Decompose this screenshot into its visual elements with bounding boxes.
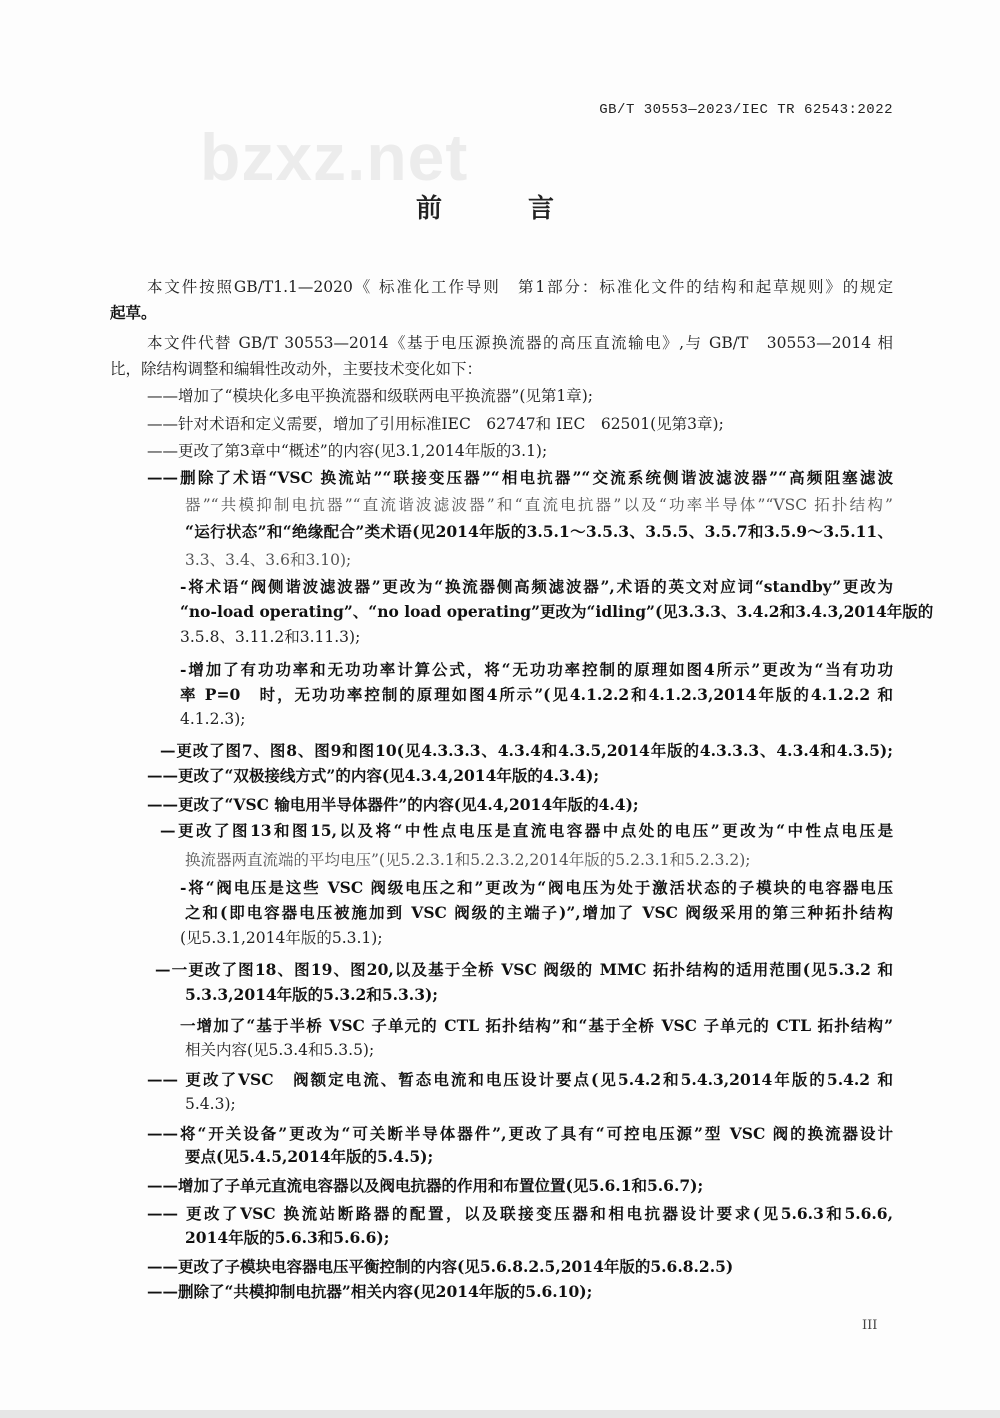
list-item-continuation: 5.4.3);	[185, 1095, 236, 1113]
page-title: 前 言	[415, 194, 584, 224]
list-item: -将“阀电压是这些 VSC 阀级电压之和”更改为“阀电压为处于激活状态的子模块的电容器电压	[180, 878, 893, 897]
list-item-continuation: 5.3.3,2014年版的5.3.2和5.3.3);	[185, 985, 439, 1004]
list-item: -将术语“阀侧谐波滤波器”更改为“换流器侧高频滤波器”,术语的英文对应词“standby”更改为	[180, 577, 893, 596]
paragraph-line: 起草。	[110, 303, 157, 322]
list-item-continuation: 率 P=0 时，无功功率控制的原理如图4所示”(见4.1.2.2和4.1.2.3,2014年版的4.1.2.2 和	[180, 685, 893, 704]
standard-number-header: GB/T 30553—2023/IEC TR 62543:2022	[599, 102, 893, 118]
list-item-continuation: 3.5.8、3.11.2和3.11.3);	[180, 628, 361, 646]
list-item-continuation: (见5.3.1,2014年版的5.3.1);	[180, 929, 383, 947]
list-item: —一更改了图18、图19、图20,以及基于全桥 VSC 阀级的 MMC 拓扑结构的适用范围(见5.3.2 和	[155, 960, 893, 979]
list-item: —更改了图7、图8、图9和图10(见4.3.3.3、4.3.4和4.3.5,2014年版的4.3.3.3、4.3.4和4.3.5);	[160, 741, 893, 760]
watermark: bzxz.net	[200, 120, 469, 194]
list-item-continuation: “运行状态”和“绝缘配合”类术语(见2014年版的3.5.1～3.5.3、3.5.5、3.5.7和3.5.9～3.5.11、	[185, 522, 893, 541]
list-item: ——删除了术语“VSC 换流站”“联接变压器”“相电抗器”“交流系统侧谐波滤波器”“高频阻塞滤波	[147, 468, 893, 487]
list-item: ——将“开关设备”更改为“可关断半导体器件”,更改了具有“可控电压源”型 VSC 阀的换流器设计	[147, 1124, 893, 1143]
paragraph-line: 比，除结构调整和编辑性改动外，主要技术变化如下：	[110, 360, 483, 378]
list-item: ——更改了子模块电容器电压平衡控制的内容(见5.6.8.2.5,2014年版的5.6.8.2.5)	[147, 1257, 734, 1276]
list-item: —— 更改了VSC 换流站断路器的配置，以及联接变压器和相电抗器设计要求(见5.6.3和5.6.6,	[147, 1204, 893, 1223]
list-item: -增加了有功功率和无功功率计算公式，将“无功功率控制的原理如图4所示”更改为“当有功功	[180, 660, 893, 679]
list-item-continuation: 换流器两直流端的平均电压”(见5.2.3.1和5.2.3.2,2014年版的5.2.3.1和5.2.3.2);	[185, 851, 751, 869]
list-item: 一增加了“基于半桥 VSC 子单元的 CTL 拓扑结构”和“基于全桥 VSC 子单元的 CTL 拓扑结构”	[180, 1016, 893, 1035]
page-number: III	[862, 1318, 878, 1333]
list-item: ——更改了“VSC 输电用半导体器件”的内容(见4.4,2014年版的4.4);	[147, 795, 639, 814]
list-item-continuation: 要点(见5.4.5,2014年版的5.4.5);	[185, 1147, 434, 1166]
list-item-continuation: 3.3、3.4、3.6和3.10);	[185, 551, 352, 569]
list-item: ——更改了“双极接线方式”的内容(见4.3.4,2014年版的4.3.4);	[147, 766, 600, 785]
list-item-continuation: 2014年版的5.6.3和5.6.6);	[185, 1228, 390, 1247]
list-item-continuation: 之和(即电容器电压被施加到 VSC 阀级的主端子)”,增加了 VSC 阀级采用的第三种拓扑结构	[185, 903, 893, 922]
list-item: —— 更改了VSC 阀额定电流、暂态电流和电压设计要点(见5.4.2和5.4.3,2014年版的5.4.2 和	[147, 1070, 893, 1089]
paragraph-line: 本文件按照GB/T1.1—2020《 标准化工作导则 第1部分：标准化文件的结构和起草规则》的规定	[147, 278, 893, 296]
list-item-continuation: “no-load operating”、“no load operating”更改为“idling”(见3.3.3、3.4.2和3.4.3,2014年版的	[180, 602, 934, 621]
list-item: —更改了图13和图15,以及将“中性点电压是直流电容器中点处的电压”更改为“中性点电压是	[160, 821, 893, 840]
page-bottom-edge	[0, 1410, 1000, 1418]
list-item: ——增加了子单元直流电容器以及阀电抗器的作用和布置位置(见5.6.1和5.6.7);	[147, 1176, 704, 1195]
list-item: ——针对术语和定义需要，增加了引用标准IEC 62747和 IEC 62501(见第3章);	[147, 415, 724, 433]
list-item: ——增加了“模块化多电平换流器和级联两电平换流器”(见第1章);	[147, 387, 594, 405]
list-item: ——更改了第3章中“概述”的内容(见3.1,2014年版的3.1);	[147, 442, 548, 460]
list-item-continuation: 相关内容(见5.3.4和5.3.5);	[185, 1041, 375, 1059]
list-item: ——删除了“共模抑制电抗器”相关内容(见2014年版的5.6.10);	[147, 1282, 593, 1301]
list-item-continuation: 4.1.2.3);	[180, 710, 246, 728]
paragraph-line: 本文件代替 GB/T 30553—2014《基于电压源换流器的高压直流输电》,与 GB/T 30553—2014 相	[147, 334, 893, 352]
list-item-continuation: 器”“共模抑制电抗器”“直流谐波滤波器”和“直流电抗器”以及“功率半导体”“VSC 拓扑结构”	[185, 496, 893, 514]
